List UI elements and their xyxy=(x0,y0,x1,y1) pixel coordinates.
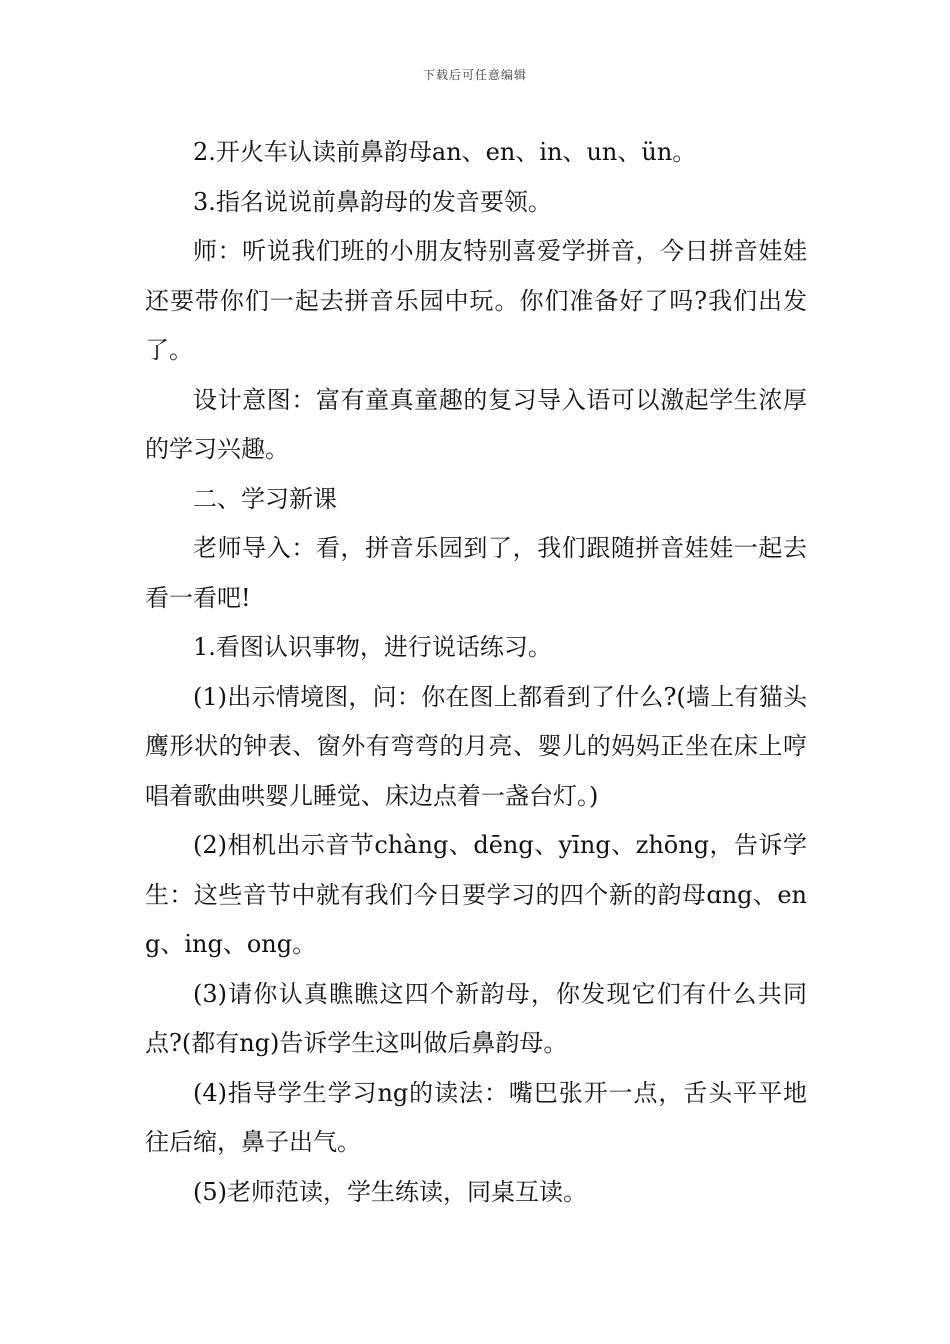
paragraph: (4)指导学生学习ng的读法：嘴巴张开一点，舌头平平地往后缩，鼻子出气。 xyxy=(145,1078,807,1156)
paragraph: 师：听说我们班的小朋友特别喜爱学拼音，今日拼音娃娃还要带你们一起去拼音乐园中玩。你们准备好了吗?我们出发了。 xyxy=(145,237,807,364)
page-header: 下载后可任意编辑 xyxy=(422,68,527,82)
paragraph: (5)老师范读，学生练读，同桌互读。 xyxy=(193,1177,587,1206)
paragraph: 3.指名说说前鼻韵母的发音要领。 xyxy=(193,187,552,216)
paragraph: 2.开火车认读前鼻韵母an、en、in、un、ün。 xyxy=(193,138,697,166)
paragraph: 老师导入：看，拼音乐园到了，我们跟随拼音娃娃一起去看一看吧! xyxy=(145,534,807,612)
paragraph: 1.看图认识事物，进行说话练习。 xyxy=(193,633,552,661)
document-body xyxy=(145,128,807,1217)
paragraph: (1)出示情境图，问：你在图上都看到了什么?(墙上有猫头鹰形状的钟表、窗外有弯弯的月亮、婴儿的妈妈正坐在床上哼唱着歌曲哄婴儿睡觉、床边点着一盏台灯。) xyxy=(145,682,807,810)
paragraph: 设计意图：富有童真童趣的复习导入语可以激起学生浓厚的学习兴趣。 xyxy=(145,385,807,463)
paragraph: (3)请你认真瞧瞧这四个新韵母，你发现它们有什么共同点?(都有ng)告诉学生这叫做后鼻韵母。 xyxy=(145,979,807,1057)
section-heading: 二、学习新课 xyxy=(193,484,337,513)
paragraph: (2)相机出示音节chàng、dēng、yīng、zhōng，告诉学生：这些音节中就有我们今日要学习的四个新的韵母ɑng、eng、ing、ong。 xyxy=(145,831,807,958)
